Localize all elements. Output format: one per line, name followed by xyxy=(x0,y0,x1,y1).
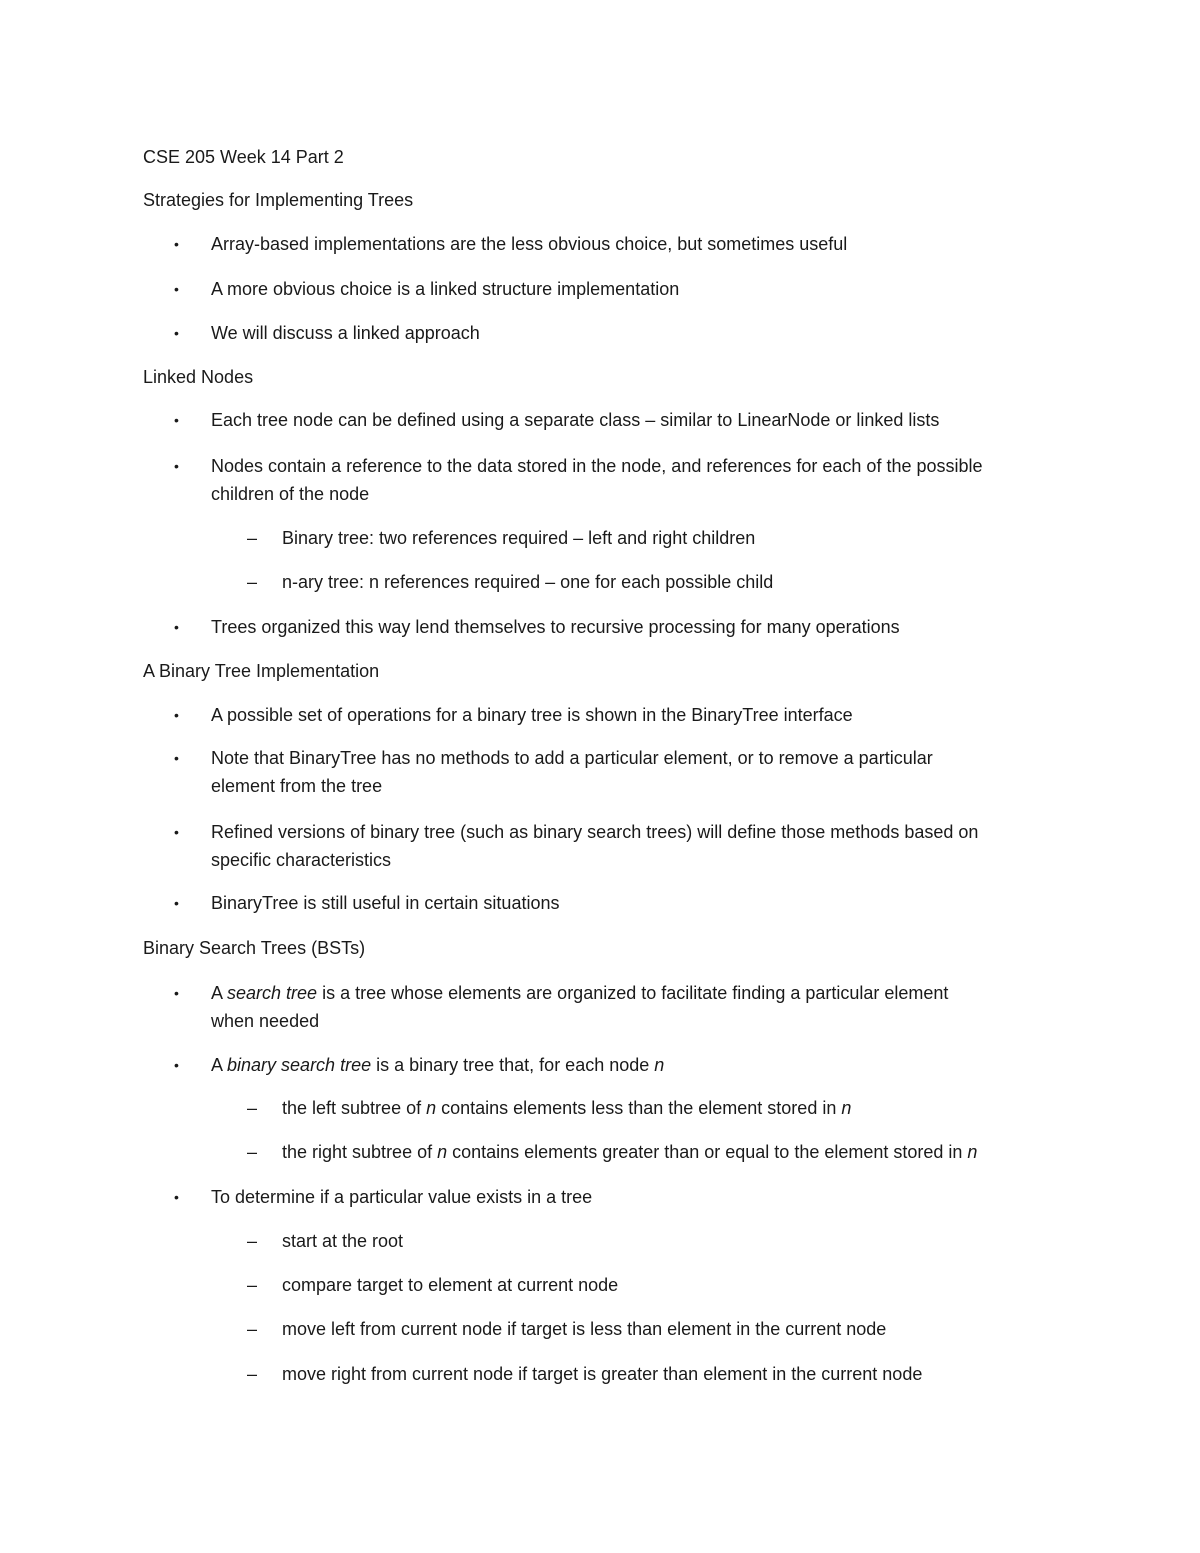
emphasis-term: n xyxy=(426,1098,437,1118)
list-item: To determine if a particular value exists in a tree xyxy=(211,1187,593,1207)
list-item: Each tree node can be defined using a separate class – similar to LinearNode or linked lists xyxy=(211,410,940,430)
sub-list-item: start at the root xyxy=(282,1231,404,1251)
dash-icon: – xyxy=(247,1275,258,1295)
dash-icon: – xyxy=(247,1364,258,1384)
sub-list-item: move right from current node if target is greater than element in the current node xyxy=(282,1364,923,1384)
bullet-icon: • xyxy=(174,895,179,911)
sub-list-item: n-ary tree: n references required – one for each possible child xyxy=(282,572,774,592)
bullet-icon: • xyxy=(174,458,179,474)
section-heading-linked-nodes: Linked Nodes xyxy=(143,367,254,387)
bullet-icon: • xyxy=(174,750,179,766)
list-item-continuation: children of the node xyxy=(211,484,370,504)
bullet-icon: • xyxy=(174,1057,179,1073)
section-heading-bst: Binary Search Trees (BSTs) xyxy=(143,938,366,958)
emphasis-term: n xyxy=(841,1098,852,1118)
list-item: Refined versions of binary tree (such as binary search trees) will define those methods based on xyxy=(211,822,979,842)
list-item: A more obvious choice is a linked structure implementation xyxy=(211,279,680,299)
emphasis-term: search tree xyxy=(227,983,318,1003)
bullet-icon: • xyxy=(174,1189,179,1205)
text-run: contains elements greater than or equal to the element stored in xyxy=(447,1142,968,1162)
emphasis-term: binary search tree xyxy=(227,1055,372,1075)
bullet-icon: • xyxy=(174,619,179,635)
emphasis-term: n xyxy=(654,1055,665,1075)
text-run: A xyxy=(211,983,228,1003)
emphasis-term: n xyxy=(967,1142,978,1162)
dash-icon: – xyxy=(247,1098,258,1118)
list-item: BinaryTree is still useful in certain situations xyxy=(211,893,560,913)
list-item: A possible set of operations for a binary tree is shown in the BinaryTree interface xyxy=(211,705,853,725)
list-item: Nodes contain a reference to the data stored in the node, and references for each of the possible xyxy=(211,456,983,476)
dash-icon: – xyxy=(247,1231,258,1251)
list-item-continuation: element from the tree xyxy=(211,776,383,796)
sub-list-item xyxy=(282,1140,977,1164)
text-run: the right subtree of xyxy=(282,1142,438,1162)
text-run: is a binary tree that, for each node xyxy=(371,1055,655,1075)
emphasis-term: n xyxy=(437,1142,448,1162)
section-heading-binary-tree-impl: A Binary Tree Implementation xyxy=(143,661,380,681)
text-run: is a tree whose elements are organized to facilitate finding a particular element xyxy=(317,983,949,1003)
list-item: Note that BinaryTree has no methods to add a particular element, or to remove a particular xyxy=(211,748,933,768)
bullet-icon: • xyxy=(174,281,179,297)
list-item: Trees organized this way lend themselves to recursive processing for many operations xyxy=(211,617,900,637)
list-item: We will discuss a linked approach xyxy=(211,323,480,343)
bullet-icon: • xyxy=(174,236,179,252)
list-item-continuation: specific characteristics xyxy=(211,850,392,870)
list-item xyxy=(211,1053,664,1077)
document-title: CSE 205 Week 14 Part 2 xyxy=(143,147,344,167)
dash-icon: – xyxy=(247,1142,258,1162)
bullet-icon: • xyxy=(174,707,179,723)
bullet-icon: • xyxy=(174,985,179,1001)
list-item-continuation: when needed xyxy=(211,1011,320,1031)
list-item: Array-based implementations are the less obvious choice, but sometimes useful xyxy=(211,234,848,254)
dash-icon: – xyxy=(247,528,258,548)
sub-list-item: compare target to element at current node xyxy=(282,1275,619,1295)
sub-list-item: move left from current node if target is less than element in the current node xyxy=(282,1319,887,1339)
sub-list-item: Binary tree: two references required – left and right children xyxy=(282,528,756,548)
text-run: A xyxy=(211,1055,228,1075)
section-heading-strategies: Strategies for Implementing Trees xyxy=(143,190,414,210)
dash-icon: – xyxy=(247,572,258,592)
text-run: the left subtree of xyxy=(282,1098,427,1118)
bullet-icon: • xyxy=(174,824,179,840)
bullet-icon: • xyxy=(174,412,179,428)
dash-icon: – xyxy=(247,1319,258,1339)
text-run: contains elements less than the element stored in xyxy=(436,1098,842,1118)
sub-list-item xyxy=(282,1096,851,1120)
list-item xyxy=(211,981,948,1005)
bullet-icon: • xyxy=(174,325,179,341)
